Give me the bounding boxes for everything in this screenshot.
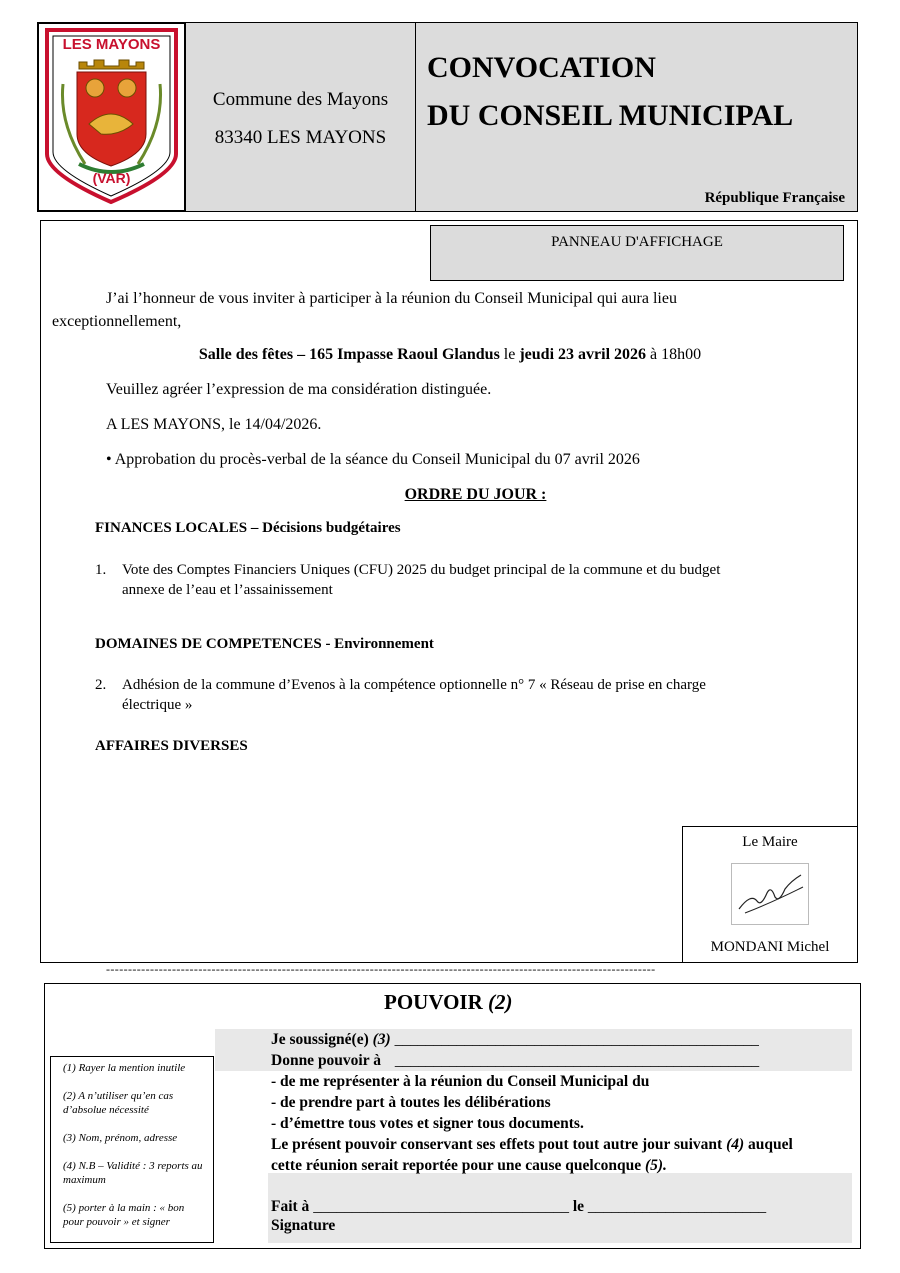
note-2: (2) A n’utiliser qu’en cas d’absolue nécessité [63,1090,174,1116]
intro-line-2: exceptionnellement, [52,313,182,330]
pouvoir-line-6-end: auquel [748,1136,793,1153]
cut-line: ----------------------------------------------------------------------------------------------------------------------------- [106,962,656,976]
agenda-item-2-line-2: électrique » [122,697,193,713]
fait-a-line [271,1198,766,1216]
pouvoir-title [384,990,513,1015]
fait-a-blank[interactable]: _________________________________ [313,1198,569,1215]
pouvoir-title-ref: (2) [488,990,513,1014]
bullet-icon: • [106,451,112,468]
meeting-location: Salle des fêtes – 165 Impasse Raoul Glandus [198,346,500,363]
meeting-date: jeudi 23 avril 2026 [519,346,647,363]
pouvoir-line-5: - d’émettre tous votes et signer tous documents. [271,1115,584,1132]
soussigne-label: Je soussigné(e) [271,1031,369,1048]
republique-francaise: République Française [704,190,845,206]
soussigne-line [271,1031,759,1049]
agenda-title: ORDRE DU JOUR : [404,486,547,503]
crest-top-text: LES MAYONS [62,36,161,53]
soussigne-blank[interactable]: _______________________________________________ [394,1031,759,1048]
agenda-item-1-number: 1. [95,562,107,578]
soussigne-ref: (3) [372,1031,391,1048]
intro-line-1: J’ai l’honneur de vous inviter à participer à la réunion du Conseil Municipal qui aura lieu [106,290,677,307]
pouvoir-line-7-text: cette réunion serait reportée pour une cause quelconque [271,1157,642,1174]
note-5: (5) porter à la main : « bon pour pouvoir » et signer [63,1202,185,1228]
date-label: le [572,1198,584,1215]
meeting-le: le [499,346,520,363]
pouvoir-notes [50,1056,214,1243]
handwritten-signature [731,863,809,925]
meeting-details [0,346,900,364]
place-date: A LES MAYONS, le 14/04/2026. [106,416,322,433]
signature-label: Signature [271,1217,336,1234]
agenda-item-1-line-2: annexe de l’eau et l’assainissement [122,582,333,598]
title-box [415,22,858,212]
pouvoir-title-text: POUVOIR [384,990,483,1014]
panneau-affichage: PANNEAU D'AFFICHAGE [430,225,844,281]
date-blank[interactable]: _______________________ [587,1198,767,1215]
section-finances: FINANCES LOCALES – Décisions budgétaires [95,520,401,536]
pouvoir-line-7-ref: (5). [644,1157,667,1174]
section-affaires: AFFAIRES DIVERSES [95,738,248,754]
title-line-2: DU CONSEIL MUNICIPAL [427,99,794,132]
mayor-title: Le Maire [742,834,798,850]
commune-name: Commune des Mayons [212,89,389,110]
pouvoir-line-6 [271,1136,793,1154]
commune-address: 83340 LES MAYONS [214,127,387,148]
pouvoir-line-6-ref: (4) [726,1136,745,1153]
note-4: (4) N.B – Validité : 3 reports au maximum [63,1160,203,1186]
title-line-1: CONVOCATION [427,51,656,84]
agenda-item-1-line-1: Vote des Comptes Financiers Uniques (CFU) 2025 du budget principal de la commune et du budget [122,562,721,578]
mayor-name: MONDANI Michel [710,939,830,955]
commune-box [185,22,416,212]
approval-item [106,451,640,469]
agenda-item-2-number: 2. [95,677,107,693]
donne-pouvoir-label: Donne pouvoir à [271,1052,381,1069]
donne-pouvoir-line [271,1052,759,1070]
agenda-item-2-line-1: Adhésion de la commune d’Evenos à la compétence optionnelle n° 7 « Réseau de prise en charge [122,677,706,693]
crest-bottom-text: (VAR) [92,170,131,186]
meeting-time: à 18h00 [646,346,702,363]
pouvoir-line-3: - de me représenter à la réunion du Conseil Municipal du [271,1073,650,1090]
regards: Veuillez agréer l’expression de ma considération distinguée. [106,381,492,398]
note-3: (3) Nom, prénom, adresse [63,1132,178,1144]
fait-a-label: Fait à [271,1198,310,1215]
section-competences: DOMAINES DE COMPETENCES - Environnement [95,636,434,652]
crest-frame [37,22,186,212]
pouvoir-line-7 [271,1157,667,1175]
signature-block [682,826,858,963]
pouvoir-line-4: - de prendre part à toutes les délibérations [271,1094,551,1111]
note-1: (1) Rayer la mention inutile [63,1062,186,1074]
approval-text: Approbation du procès-verbal de la séance du Conseil Municipal du 07 avril 2026 [114,451,640,468]
donne-pouvoir-blank[interactable]: _______________________________________________ [394,1052,760,1069]
pouvoir-line-6-text: Le présent pouvoir conservant ses effets pout tout autre jour suivant [271,1136,723,1153]
